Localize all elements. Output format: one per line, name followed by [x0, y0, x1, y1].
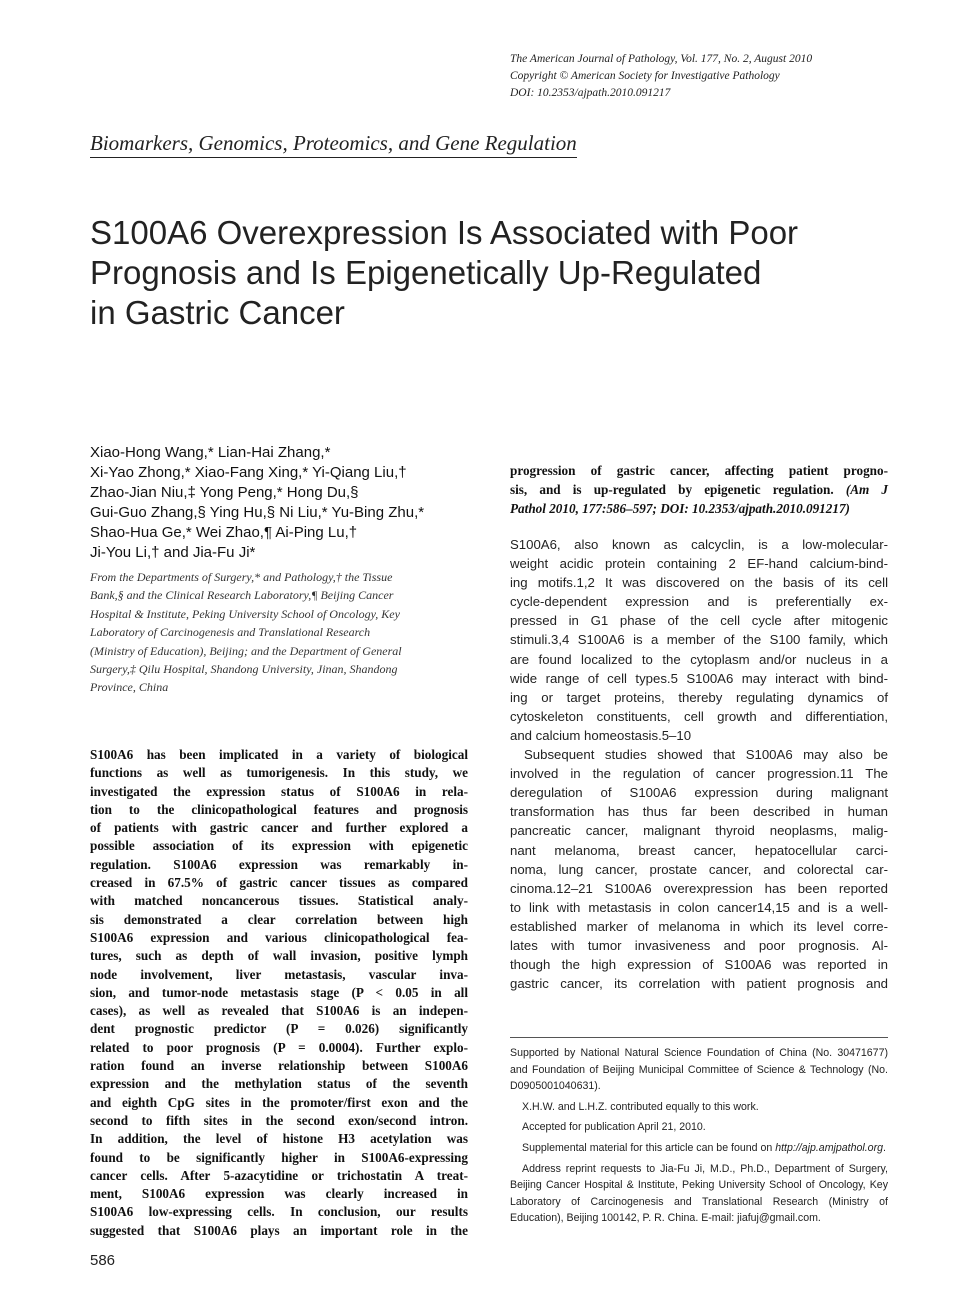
- abstract-line: S100A6 has been implicated in a variety of biological: [90, 747, 468, 762]
- section-heading: Biomarkers, Genomics, Proteomics, and Gene Regulation: [90, 131, 577, 158]
- body-text: [510, 535, 888, 993]
- abstract-line: ration found an inverse relationship between S100A6: [90, 1058, 468, 1074]
- author-list: [90, 443, 490, 563]
- body-line: weight acidic protein containing 2 EF-hand calcium-bind-: [510, 556, 888, 572]
- doi-line: DOI: 10.2353/ajpath.2010.091217: [510, 87, 671, 99]
- abstract-line: and eighth CpG sites in the promoter/first exon and the: [90, 1094, 468, 1110]
- author-line: Gui-Guo Zhang,§ Ying Hu,§ Ni Liu,* Yu-Bing Zhu,*: [90, 504, 425, 521]
- journal-line: The American Journal of Pathology, Vol. 177, No. 2, August 2010: [510, 53, 813, 65]
- abstract-line: cases), as well as revealed that S100A6 is an indepen-: [90, 1003, 468, 1019]
- abstract-line: functions as well as tumorigenesis. In this study, we: [90, 765, 468, 781]
- abstract-line: progression of gastric cancer, affecting patient progno-: [510, 463, 888, 478]
- abstract-line: possible association of its expression with epigenetic: [90, 838, 468, 854]
- equal-contribution-note: X.H.W. and L.H.Z. contributed equally to this work.: [522, 1100, 759, 1113]
- abstract-line: second to fifth sites in the second exon/second intron.: [90, 1112, 468, 1128]
- supplemental-link[interactable]: http://ajp.amjpathol.org: [775, 1141, 883, 1154]
- affiliation-line: (Ministry of Education), Beijing; and the Department of General: [90, 643, 402, 658]
- copyright-line: Copyright © American Society for Investigative Pathology: [510, 70, 780, 82]
- body-line: pressed in G1 phase of the cell cycle after mitogenic: [510, 613, 888, 629]
- footnotes: [510, 1045, 888, 1231]
- reprint-note: Address reprint requests to Jia-Fu Ji, M.D., Ph.D., Department of Surgery, Beijing Cancer Hospital & Institute, Peking University School of Oncology, Key Laboratory of Carcinogenesis and Translational Research (Ministry of Education), Beijing 100142, P. R. China. E-mail: jiafuj@gmail.com.: [510, 1162, 888, 1225]
- body-line: and calcium homeostasis.5–10: [510, 727, 692, 743]
- supplemental-note: [510, 1140, 888, 1157]
- supplemental-end: .: [883, 1141, 886, 1154]
- author-line: Xi-Yao Zhong,* Xiao-Fang Xing,* Yi-Qiang Liu,†: [90, 464, 407, 481]
- body-line: transformation has thus far been described in human: [510, 804, 888, 820]
- citation-part: (Am J: [845, 482, 888, 497]
- body-line: involved in the regulation of cancer progression.11 The: [510, 766, 888, 782]
- footnote-divider: [510, 1037, 888, 1038]
- body-line: S100A6, also known as calcyclin, is a low-molecular-: [510, 537, 888, 552]
- abstract-continuation: [510, 461, 888, 518]
- body-line: noma, lung cancer, prostate cancer, and colorectal car-: [510, 861, 888, 877]
- affiliations: [90, 568, 470, 697]
- body-line: are found localized to the cytoplasm and/or nucleus in a: [510, 651, 888, 667]
- body-line: cytoskeleton constituents, cell growth and differentiation,: [510, 708, 888, 724]
- abstract-line: with matched noncancerous tissues. Statistical analy-: [90, 893, 468, 909]
- citation-line: Pathol 2010, 177:586–597; DOI: 10.2353/ajpath.2010.091217): [510, 501, 850, 516]
- accepted-note: Accepted for publication April 21, 2010.: [522, 1121, 706, 1134]
- abstract-line: investigated the expression status of S100A6 in rela-: [90, 783, 468, 799]
- title-line: Prognosis and Is Epigenetically Up-Regulated: [90, 254, 762, 291]
- journal-header: [510, 51, 950, 102]
- page-number: 586: [90, 1252, 116, 1269]
- abstract-line: expression and the methylation status of the seventh: [90, 1076, 468, 1092]
- affiliation-line: From the Departments of Surgery,* and Pathology,† the Tissue: [90, 570, 393, 584]
- body-line: ing motifs.1,2 It was discovered on the basis of its cell: [510, 575, 888, 591]
- body-line: pancreatic cancer, malignant thyroid neoplasms, malig-: [510, 823, 888, 839]
- abstract-line: regulation. S100A6 expression was remarkably in-: [90, 856, 468, 872]
- body-line: to link with metastasis in colon cancer14,15 and is a well-: [510, 899, 888, 915]
- abstract-line-text: sis, and is up-regulated by epigenetic regulation.: [510, 482, 834, 497]
- abstract-line: ment, S100A6 expression was clearly increased in: [90, 1186, 468, 1202]
- supplemental-text: Supplemental material for this article can be found on: [522, 1141, 776, 1154]
- abstract-line: tures, such as depth of wall invasion, positive lymph: [90, 948, 468, 964]
- article-title: [90, 213, 910, 333]
- abstract-line: sion, and tumor-node metastasis stage (P < 0.05 in all: [90, 984, 468, 1000]
- abstract-line: sis demonstrated a clear correlation between high: [90, 911, 468, 927]
- abstract-line: found to be significantly higher in S100A6-expressing: [90, 1149, 468, 1165]
- body-line: ing or target proteins, thereby regulating dynamics of: [510, 689, 888, 705]
- abstract-line: suggested that S100A6 plays an important role in the: [90, 1222, 468, 1238]
- author-line: Xiao-Hong Wang,* Lian-Hai Zhang,*: [90, 444, 331, 461]
- body-line: Subsequent studies showed that S100A6 may also be: [524, 747, 888, 763]
- affiliation-line: Hospital & Institute, Peking University School of Oncology, Key: [90, 606, 400, 621]
- body-line: lates with tumor invasiveness and poor prognosis. Al-: [510, 937, 888, 953]
- abstract-line: In addition, the level of histone H3 acetylation was: [90, 1131, 468, 1147]
- body-line: cinoma.12–21 S100A6 overexpression has been reported: [510, 880, 888, 896]
- abstract-line: of patients with gastric cancer and further explored a: [90, 820, 468, 836]
- author-line: Zhao-Jian Niu,‡ Yong Peng,* Hong Du,§: [90, 484, 359, 501]
- abstract-line: related to poor prognosis (P = 0.0004). Further explo-: [90, 1039, 468, 1055]
- title-line: in Gastric Cancer: [90, 294, 345, 331]
- body-line: stimuli.3,4 S100A6 is a member of the S100 family, which: [510, 632, 888, 648]
- funding-note: Supported by National Natural Science Foundation of China (No. 30471677) and Foundation of Beijing Municipal Committee of Science & Technology (No. D0905001040631).: [510, 1047, 888, 1093]
- affiliation-line: Surgery,‡ Qilu Hospital, Shandong University, Jinan, Shandong: [90, 662, 398, 677]
- abstract-line: tion to the clinicopathological features and prognosis: [90, 801, 468, 817]
- affiliation-line: Laboratory of Carcinogenesis and Translational Research: [90, 625, 371, 640]
- affiliation-line: Province, China: [90, 680, 169, 695]
- abstract-line: cancer cells. After 5-azacytidine or trichostatin A treat-: [90, 1167, 468, 1183]
- abstract: [90, 746, 468, 1240]
- abstract-line: node involvement, liver metastasis, vascular inva-: [90, 966, 468, 982]
- body-line: nant melanoma, breast cancer, hepatocellular carci-: [510, 842, 888, 858]
- body-line: though the high expression of S100A6 was reported in: [510, 957, 888, 973]
- body-line: wide range of cell types.5 S100A6 may interact with bind-: [510, 670, 888, 686]
- abstract-line: creased in 67.5% of gastric cancer tissues as compared: [90, 875, 468, 891]
- affiliation-line: Bank,§ and the Clinical Research Laboratory,¶ Beijing Cancer: [90, 588, 394, 603]
- body-line: deregulation of S100A6 expression during malignant: [510, 785, 888, 801]
- abstract-line: [510, 480, 888, 499]
- abstract-line: S100A6 low-expressing cells. In conclusion, our results: [90, 1204, 468, 1220]
- title-line: S100A6 Overexpression Is Associated with Poor: [90, 214, 799, 251]
- body-line: cycle-dependent expression and is preferentially ex-: [510, 594, 888, 610]
- author-line: Shao-Hua Ge,* Wei Zhao,¶ Ai-Ping Lu,†: [90, 524, 358, 541]
- body-line: gastric cancer, its correlation with patient prognosis and: [510, 976, 888, 992]
- author-line: Ji-You Li,† and Jia-Fu Ji*: [90, 544, 256, 561]
- body-line: established marker of melanoma in which its level corre-: [510, 918, 888, 934]
- abstract-line: dent prognostic predictor (P = 0.026) significantly: [90, 1021, 468, 1037]
- abstract-line: S100A6 expression and various clinicopathological fea-: [90, 929, 468, 945]
